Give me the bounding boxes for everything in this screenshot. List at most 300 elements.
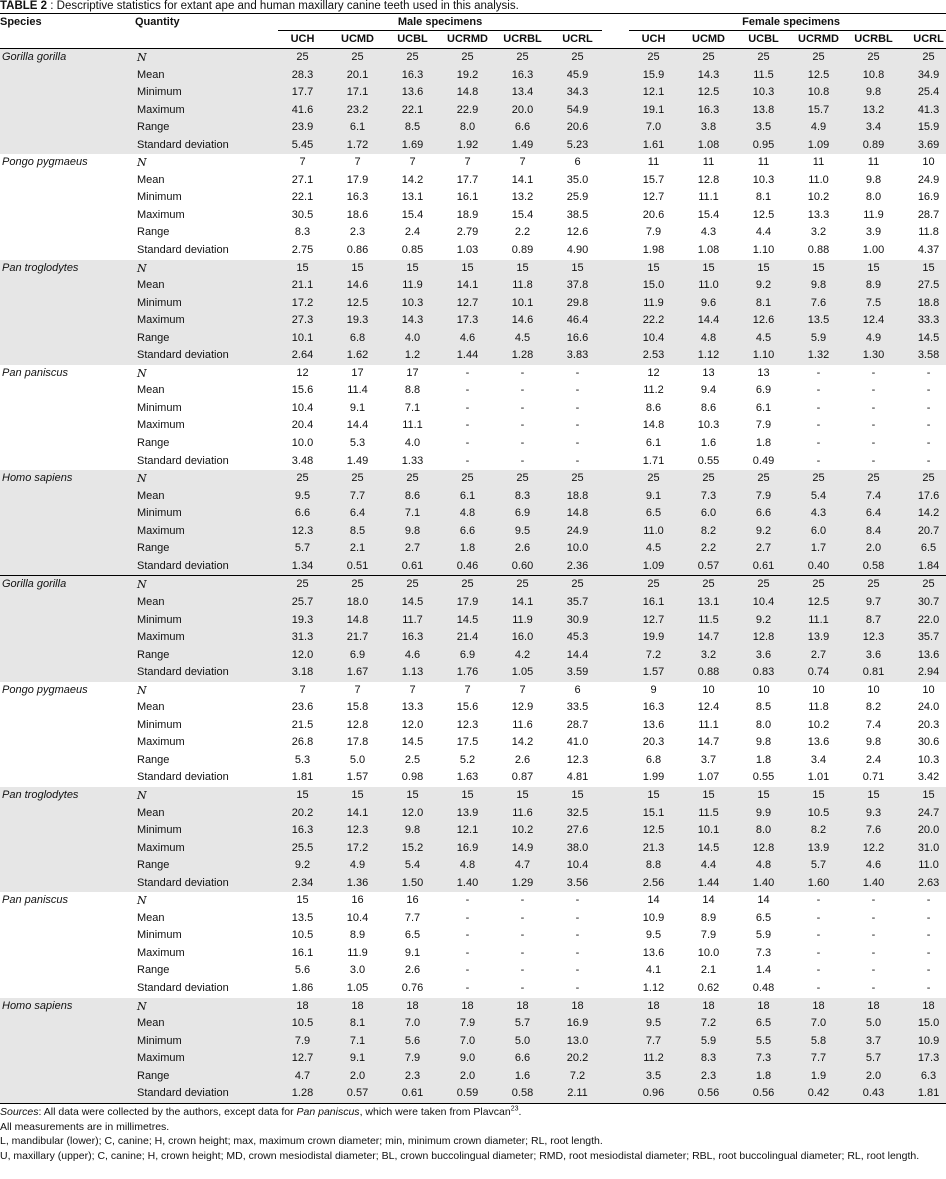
quantity-label: Mean bbox=[135, 488, 275, 506]
female-value-cell: 1.81 bbox=[901, 1085, 946, 1103]
species-cell bbox=[0, 295, 135, 313]
male-value-cell: 2.75 bbox=[291, 244, 314, 257]
species-cell bbox=[0, 382, 135, 400]
gap-cell bbox=[605, 682, 626, 700]
gap-cell bbox=[605, 505, 626, 523]
male-value-cell: 4.90 bbox=[566, 244, 589, 257]
female-value-cell: 9.3 bbox=[846, 805, 901, 823]
female-value-cell: 1.61 bbox=[626, 137, 681, 155]
male-value-cell: 17 bbox=[351, 366, 364, 379]
quantity-label: Standard deviation bbox=[135, 875, 275, 893]
female-value-cell: 3.7 bbox=[846, 1033, 901, 1051]
gap-cell bbox=[605, 734, 626, 752]
note-sources-species: Pan paniscus bbox=[296, 1106, 360, 1118]
female-value-cell: 6.8 bbox=[645, 753, 662, 766]
male-value-cell: 21.4 bbox=[440, 629, 495, 647]
male-value-cell: 25 bbox=[550, 49, 605, 67]
male-value-cell: 2.34 bbox=[275, 875, 330, 893]
male-value-cell: 25 bbox=[440, 470, 495, 488]
male-value-cell: 20.1 bbox=[330, 67, 385, 85]
male-value-cell: 10.2 bbox=[495, 822, 550, 840]
female-value-cell: 8.6 bbox=[645, 401, 662, 414]
male-value-cell: 13.0 bbox=[550, 1033, 605, 1051]
female-value-cell: 13.6 bbox=[901, 647, 946, 665]
male-value-cell: - bbox=[465, 894, 470, 907]
female-value-cell: 15.0 bbox=[626, 277, 681, 295]
male-value-cell: 16.0 bbox=[495, 629, 550, 647]
column-header-male-ucrmd: UCRMD bbox=[440, 31, 495, 49]
female-value-cell: 8.2 bbox=[865, 701, 882, 714]
table-row bbox=[0, 400, 946, 418]
female-value-cell: 10.3 bbox=[917, 753, 940, 766]
female-value-cell: 25 bbox=[736, 576, 791, 594]
female-value-cell: - bbox=[871, 894, 876, 907]
female-value-cell: 12.8 bbox=[736, 840, 791, 858]
male-value-cell: 27.6 bbox=[550, 822, 605, 840]
female-value-cell: 25 bbox=[626, 576, 681, 594]
male-value-cell: 7 bbox=[409, 683, 416, 696]
statistics-table bbox=[0, 13, 946, 1104]
male-value-cell: 23.9 bbox=[275, 119, 330, 137]
male-value-cell: 45.3 bbox=[550, 629, 605, 647]
female-value-cell: 11.0 bbox=[681, 277, 736, 295]
female-value-cell: 10.8 bbox=[791, 84, 846, 102]
female-value-cell: 25 bbox=[901, 576, 946, 594]
note-sources-text-2: , which were taken from Plavcan bbox=[359, 1106, 511, 1118]
male-value-cell: 13.6 bbox=[385, 84, 440, 102]
female-value-cell: 11.2 bbox=[626, 1050, 681, 1068]
female-value-cell: 11.1 bbox=[698, 718, 719, 731]
male-value-cell: 7.7 bbox=[330, 488, 385, 506]
female-value-cell: 2.0 bbox=[846, 540, 901, 558]
male-value-cell: 11.4 bbox=[347, 384, 368, 397]
male-value-cell: 6.5 bbox=[404, 929, 421, 942]
table-row bbox=[0, 682, 946, 700]
quantity-label: Minimum bbox=[137, 718, 182, 731]
male-value-cell: 18 bbox=[440, 998, 495, 1016]
gap-cell bbox=[605, 752, 626, 770]
male-value-cell: 25 bbox=[385, 470, 440, 488]
gap-cell bbox=[605, 242, 626, 260]
note-sources bbox=[0, 1105, 946, 1120]
female-value-cell: 0.74 bbox=[791, 664, 846, 682]
gap-cell bbox=[605, 347, 626, 365]
female-value-cell: 1.60 bbox=[791, 875, 846, 893]
table-row bbox=[0, 67, 946, 85]
female-value-cell: 15.7 bbox=[791, 102, 846, 120]
female-value-cell: 1.40 bbox=[846, 875, 901, 893]
female-value-cell: 25 bbox=[846, 49, 901, 67]
species-cell bbox=[0, 699, 135, 717]
female-value-cell: 11 bbox=[702, 156, 715, 169]
gap-cell bbox=[605, 488, 626, 506]
male-value-cell: 4.81 bbox=[566, 771, 589, 784]
female-value-cell: 14.5 bbox=[901, 330, 946, 348]
female-value-cell: 25.4 bbox=[901, 84, 946, 102]
female-value-cell: 4.4 bbox=[681, 857, 736, 875]
male-value-cell: 25 bbox=[495, 576, 550, 594]
table-row bbox=[0, 523, 946, 541]
female-value-cell: - bbox=[926, 419, 931, 432]
male-value-cell: - bbox=[520, 366, 525, 379]
female-value-cell: 5.9 bbox=[791, 330, 846, 348]
species-name: Homo sapiens bbox=[0, 998, 135, 1016]
male-value-cell: 18 bbox=[385, 998, 440, 1016]
quantity-label: Minimum bbox=[135, 1033, 275, 1051]
male-value-cell: - bbox=[575, 929, 580, 942]
gap-cell bbox=[605, 717, 626, 735]
species-cell bbox=[0, 1015, 135, 1033]
female-value-cell: 14.3 bbox=[681, 67, 736, 85]
table-row bbox=[0, 612, 946, 630]
species-cell bbox=[0, 840, 135, 858]
male-value-cell: 1.49 bbox=[495, 137, 550, 155]
table-row bbox=[0, 717, 946, 735]
female-value-cell: 19.1 bbox=[626, 102, 681, 120]
male-value-cell: 15 bbox=[440, 260, 495, 278]
female-value-cell: 4.5 bbox=[736, 330, 791, 348]
quantity-label: Mean bbox=[135, 805, 275, 823]
gap-cell bbox=[605, 49, 626, 67]
male-value-cell: 15.4 bbox=[511, 208, 534, 221]
table-row bbox=[0, 787, 946, 805]
table-row bbox=[0, 805, 946, 823]
species-cell bbox=[0, 523, 135, 541]
female-value-cell: 11.2 bbox=[643, 384, 664, 397]
male-value-cell: 25 bbox=[330, 576, 385, 594]
gap-cell bbox=[605, 980, 626, 998]
quantity-label: Standard deviation bbox=[137, 771, 229, 784]
male-value-cell: 2.6 bbox=[495, 540, 550, 558]
table-row bbox=[0, 295, 946, 313]
male-value-cell: - bbox=[575, 419, 580, 432]
species-cell bbox=[0, 910, 135, 928]
female-value-cell: 14 bbox=[702, 894, 715, 907]
species-cell bbox=[0, 805, 135, 823]
male-value-cell: - bbox=[520, 437, 525, 450]
male-value-cell: 10.5 bbox=[275, 1015, 330, 1033]
female-value-cell: 15 bbox=[626, 787, 681, 805]
table-row bbox=[0, 840, 946, 858]
male-value-cell: 6.6 bbox=[275, 505, 330, 523]
species-cell bbox=[0, 137, 135, 155]
female-value-cell: - bbox=[816, 946, 821, 959]
female-value-cell: 34.9 bbox=[901, 67, 946, 85]
species-cell bbox=[0, 312, 135, 330]
quantity-label: N bbox=[137, 894, 147, 908]
male-value-cell: - bbox=[465, 401, 470, 414]
male-value-cell: 1.92 bbox=[440, 137, 495, 155]
note-sources-text-1: : All data were collected by the authors, except data for bbox=[38, 1106, 297, 1118]
table-row bbox=[0, 540, 946, 558]
female-value-cell: 12.7 bbox=[642, 191, 665, 204]
female-value-cell: 9.8 bbox=[865, 736, 882, 749]
female-value-cell: 14.5 bbox=[681, 840, 736, 858]
species-cell bbox=[0, 400, 135, 418]
male-value-cell: 13.1 bbox=[401, 191, 424, 204]
male-value-cell: 7.1 bbox=[330, 1033, 385, 1051]
female-value-cell: 15.0 bbox=[901, 1015, 946, 1033]
female-value-cell: 25 bbox=[791, 49, 846, 67]
gap-cell bbox=[605, 998, 626, 1016]
female-value-cell: 10.9 bbox=[642, 911, 665, 924]
gap-cell bbox=[605, 312, 626, 330]
table-row bbox=[0, 154, 946, 172]
male-value-cell: 12.0 bbox=[385, 805, 440, 823]
gap-cell bbox=[605, 927, 626, 945]
table-row bbox=[0, 769, 946, 787]
male-value-cell: 10.5 bbox=[291, 929, 314, 942]
quantity-label: Mean bbox=[137, 701, 165, 714]
female-value-cell: 7.9 bbox=[700, 929, 717, 942]
male-value-cell: 0.61 bbox=[385, 558, 440, 576]
female-value-cell: - bbox=[816, 401, 821, 414]
species-cell bbox=[0, 119, 135, 137]
male-value-cell: 24.9 bbox=[550, 523, 605, 541]
female-value-cell: 1.4 bbox=[755, 964, 772, 977]
female-value-cell: 11 bbox=[812, 156, 825, 169]
female-value-cell: 2.3 bbox=[681, 1068, 736, 1086]
female-value-cell: 14.4 bbox=[681, 312, 736, 330]
table-row bbox=[0, 382, 946, 400]
female-value-cell: 10.3 bbox=[697, 419, 720, 432]
male-value-cell: 7 bbox=[519, 156, 526, 169]
quantity-label: Range bbox=[135, 540, 275, 558]
male-value-cell: 1.03 bbox=[456, 244, 479, 257]
table-row bbox=[0, 417, 946, 435]
male-value-cell: 17.7 bbox=[275, 84, 330, 102]
female-value-cell: 3.9 bbox=[865, 226, 882, 239]
male-value-cell: 6.1 bbox=[330, 119, 385, 137]
table-row bbox=[0, 312, 946, 330]
male-value-cell: 25 bbox=[440, 49, 495, 67]
female-value-cell: 15 bbox=[681, 260, 736, 278]
female-value-cell: 6.4 bbox=[846, 505, 901, 523]
female-value-cell: 12.5 bbox=[791, 67, 846, 85]
species-cell bbox=[0, 435, 135, 453]
male-value-cell: - bbox=[520, 964, 525, 977]
male-value-cell: 2.2 bbox=[514, 226, 531, 239]
male-value-cell: 20.0 bbox=[495, 102, 550, 120]
male-value-cell: 7 bbox=[464, 156, 471, 169]
male-value-cell: 11.6 bbox=[512, 718, 533, 731]
quantity-label: Range bbox=[137, 437, 170, 450]
gap-cell bbox=[605, 365, 626, 383]
male-value-cell: 31.3 bbox=[275, 629, 330, 647]
table-row bbox=[0, 137, 946, 155]
male-value-cell: 10.4 bbox=[346, 911, 369, 924]
quantity-label: Maximum bbox=[135, 840, 275, 858]
header-row-groups bbox=[0, 14, 946, 32]
male-value-cell: 12.3 bbox=[566, 753, 589, 766]
female-value-cell: 3.5 bbox=[626, 1068, 681, 1086]
female-value-cell: 3.6 bbox=[846, 647, 901, 665]
male-value-cell: 5.6 bbox=[385, 1033, 440, 1051]
column-header-female-ucmd: UCMD bbox=[681, 31, 736, 49]
female-value-cell: 2.7 bbox=[791, 647, 846, 665]
male-value-cell: 1.67 bbox=[330, 664, 385, 682]
male-value-cell: 17.1 bbox=[330, 84, 385, 102]
species-cell bbox=[0, 664, 135, 682]
female-value-cell: 1.08 bbox=[681, 137, 736, 155]
male-value-cell: 1.33 bbox=[401, 454, 424, 467]
female-value-cell: - bbox=[816, 929, 821, 942]
male-value-cell: 23.6 bbox=[291, 701, 314, 714]
female-value-cell: 4.9 bbox=[846, 330, 901, 348]
female-value-cell: - bbox=[871, 981, 876, 994]
male-value-cell: 8.0 bbox=[440, 119, 495, 137]
table-caption bbox=[0, 0, 519, 13]
female-value-cell: - bbox=[871, 929, 876, 942]
female-value-cell: 14.7 bbox=[681, 629, 736, 647]
male-value-cell: - bbox=[520, 419, 525, 432]
header-blank-species bbox=[0, 31, 135, 49]
quantity-label: Maximum bbox=[135, 523, 275, 541]
table-row bbox=[0, 734, 946, 752]
female-value-cell: 9.4 bbox=[700, 384, 717, 397]
male-value-cell: 12.0 bbox=[401, 718, 424, 731]
species-cell bbox=[0, 1085, 135, 1103]
gap-cell bbox=[605, 1015, 626, 1033]
male-value-cell: 0.60 bbox=[495, 558, 550, 576]
male-value-cell: 14.4 bbox=[550, 647, 605, 665]
table-row bbox=[0, 347, 946, 365]
quantity-label: Maximum bbox=[137, 946, 185, 959]
male-value-cell: 4.6 bbox=[385, 647, 440, 665]
male-value-cell: 2.5 bbox=[404, 753, 421, 766]
species-cell bbox=[0, 594, 135, 612]
male-value-cell: 9.1 bbox=[349, 401, 366, 414]
male-value-cell: 1.29 bbox=[495, 875, 550, 893]
gap-cell bbox=[605, 154, 626, 172]
table-caption-text: : Descriptive statistics for extant ape and human maxillary canine teeth used in this analysis. bbox=[47, 0, 519, 12]
male-value-cell: 15 bbox=[330, 260, 385, 278]
female-value-cell: 21.3 bbox=[626, 840, 681, 858]
male-value-cell: 3.48 bbox=[291, 454, 314, 467]
male-value-cell: 1.40 bbox=[440, 875, 495, 893]
female-value-cell: 20.3 bbox=[917, 718, 940, 731]
female-value-cell: 15 bbox=[681, 787, 736, 805]
female-value-cell: 7.9 bbox=[755, 419, 772, 432]
male-value-cell: 16.1 bbox=[456, 191, 479, 204]
male-value-cell: 14.3 bbox=[385, 312, 440, 330]
female-value-cell: 10.5 bbox=[791, 805, 846, 823]
quantity-label: Standard deviation bbox=[137, 454, 229, 467]
female-value-cell: 15 bbox=[736, 787, 791, 805]
table-label: TABLE 2 bbox=[0, 0, 48, 12]
male-value-cell: 30.9 bbox=[550, 612, 605, 630]
female-value-cell: 10 bbox=[922, 156, 935, 169]
female-value-cell: 9.8 bbox=[755, 736, 772, 749]
female-value-cell: 30.6 bbox=[917, 736, 940, 749]
note-abbrev-lower: L, mandibular (lower); C, canine; H, crown height; max, maximum crown diameter; min, minimum crown diameter; RL, root length. bbox=[0, 1135, 603, 1147]
female-value-cell: - bbox=[926, 366, 931, 379]
gap-cell bbox=[605, 417, 626, 435]
species-cell bbox=[0, 172, 135, 190]
female-value-cell: 6.1 bbox=[645, 437, 662, 450]
male-value-cell: 5.45 bbox=[275, 137, 330, 155]
female-value-cell: - bbox=[926, 929, 931, 942]
female-value-cell: 15 bbox=[736, 260, 791, 278]
male-value-cell: 15 bbox=[385, 260, 440, 278]
male-value-cell: - bbox=[520, 401, 525, 414]
male-value-cell: 16 bbox=[406, 894, 419, 907]
female-value-cell: 0.43 bbox=[846, 1085, 901, 1103]
female-value-cell: 3.42 bbox=[917, 771, 940, 784]
female-value-cell: 5.0 bbox=[846, 1015, 901, 1033]
male-value-cell: - bbox=[520, 384, 525, 397]
female-value-cell: 10 bbox=[922, 683, 935, 696]
male-value-cell: 12 bbox=[296, 366, 309, 379]
quantity-label: Minimum bbox=[137, 191, 182, 204]
male-value-cell: 12.6 bbox=[566, 226, 589, 239]
male-value-cell: 10.0 bbox=[291, 437, 314, 450]
female-value-cell: 5.5 bbox=[736, 1033, 791, 1051]
male-value-cell: 15 bbox=[275, 260, 330, 278]
male-value-cell: 32.5 bbox=[550, 805, 605, 823]
male-value-cell: 19.3 bbox=[275, 612, 330, 630]
quantity-label: Mean bbox=[137, 384, 165, 397]
species-name: Homo sapiens bbox=[0, 470, 135, 488]
male-value-cell: 3.59 bbox=[550, 664, 605, 682]
species-name: Gorilla gorilla bbox=[0, 576, 135, 594]
female-value-cell: 4.4 bbox=[755, 226, 772, 239]
female-value-cell: 15.7 bbox=[642, 173, 665, 186]
male-value-cell: 15.2 bbox=[385, 840, 440, 858]
female-value-cell: 9.8 bbox=[846, 84, 901, 102]
female-value-cell: 0.55 bbox=[752, 771, 775, 784]
female-value-cell: 2.7 bbox=[736, 540, 791, 558]
female-value-cell: 7.9 bbox=[645, 226, 662, 239]
female-value-cell: 25 bbox=[626, 49, 681, 67]
male-value-cell: - bbox=[575, 437, 580, 450]
male-value-cell: 21.7 bbox=[330, 629, 385, 647]
male-value-cell: 10.1 bbox=[275, 330, 330, 348]
female-value-cell: 25 bbox=[681, 49, 736, 67]
female-value-cell: 25 bbox=[736, 49, 791, 67]
species-cell bbox=[0, 417, 135, 435]
male-value-cell: 25 bbox=[385, 576, 440, 594]
female-value-cell: 2.56 bbox=[626, 875, 681, 893]
gap-cell bbox=[605, 1085, 626, 1103]
female-value-cell: 10.8 bbox=[846, 67, 901, 85]
male-value-cell: 8.8 bbox=[404, 384, 421, 397]
male-value-cell: 25 bbox=[275, 49, 330, 67]
quantity-label: Standard deviation bbox=[135, 664, 275, 682]
gap-cell bbox=[605, 594, 626, 612]
female-value-cell: - bbox=[871, 911, 876, 924]
female-value-cell: 13.2 bbox=[846, 102, 901, 120]
gap-cell bbox=[605, 664, 626, 682]
male-value-cell: 1.81 bbox=[291, 771, 314, 784]
male-value-cell: 1.86 bbox=[291, 981, 314, 994]
male-value-cell: 8.5 bbox=[330, 523, 385, 541]
male-value-cell: 20.6 bbox=[550, 119, 605, 137]
quantity-label: N bbox=[135, 470, 275, 488]
female-value-cell: 20.6 bbox=[642, 208, 665, 221]
male-value-cell: 21.1 bbox=[275, 277, 330, 295]
species-cell bbox=[0, 962, 135, 980]
male-value-cell: 10.4 bbox=[550, 857, 605, 875]
male-value-cell: 16.6 bbox=[550, 330, 605, 348]
female-value-cell: - bbox=[926, 384, 931, 397]
male-value-cell: 16.3 bbox=[346, 191, 369, 204]
table-row bbox=[0, 505, 946, 523]
female-value-cell: 17.3 bbox=[901, 1050, 946, 1068]
quantity-label: Maximum bbox=[135, 629, 275, 647]
male-value-cell: 0.46 bbox=[440, 558, 495, 576]
female-value-cell: 24.0 bbox=[917, 701, 940, 714]
